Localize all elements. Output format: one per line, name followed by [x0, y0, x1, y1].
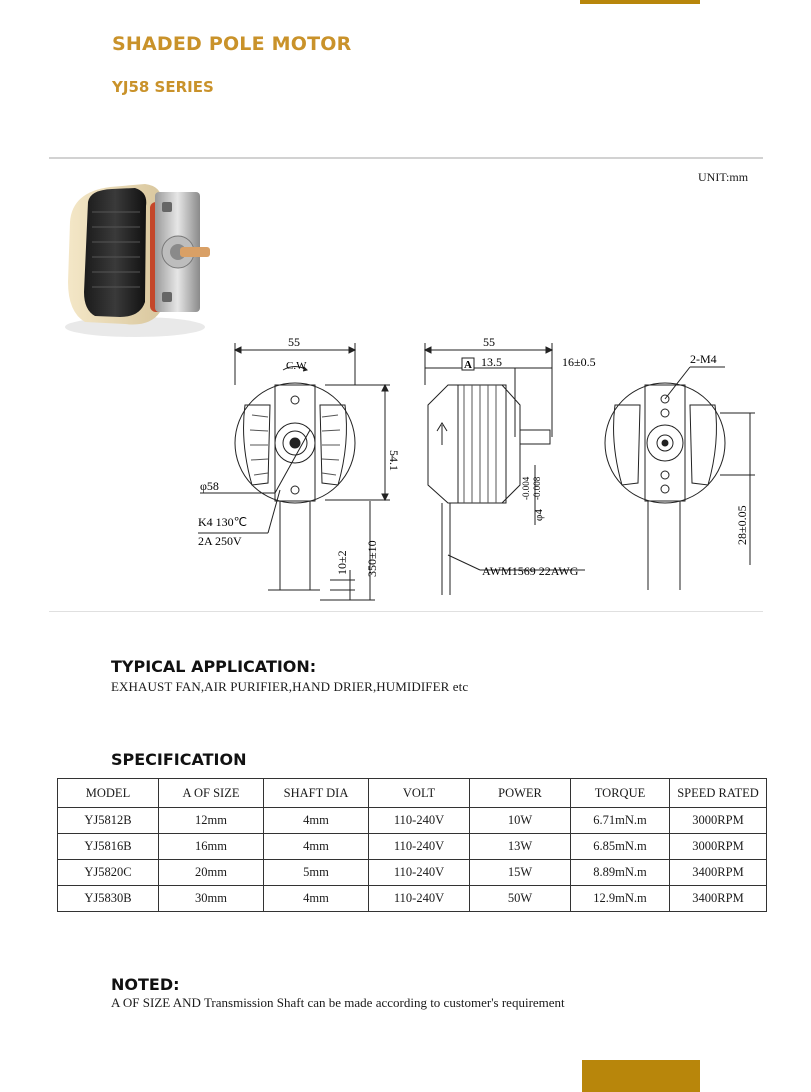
application-heading: TYPICAL APPLICATION: [111, 657, 317, 676]
table-cell: 110-240V [369, 834, 470, 860]
table-cell: YJ5820C [58, 860, 159, 886]
table-row [58, 886, 767, 912]
series-subtitle: YJ58 SERIES [112, 78, 214, 96]
table-row [58, 860, 767, 886]
table-cell: 4mm [264, 886, 369, 912]
column-header: VOLT [369, 779, 470, 808]
unit-label: UNIT:mm [698, 170, 749, 184]
table-cell: 110-240V [369, 886, 470, 912]
table-cell: 3400RPM [670, 860, 767, 886]
table-cell: 110-240V [369, 860, 470, 886]
table-cell: 8.89mN.m [571, 860, 670, 886]
table-cell: 4mm [264, 834, 369, 860]
column-header: TORQUE [571, 779, 670, 808]
table-cell: 12.9mN.m [571, 886, 670, 912]
column-header: SHAFT DIA [264, 779, 369, 808]
dim-shaft-tol-upper: -0.004 [521, 476, 531, 500]
dim-lead-short: 10±2 [335, 550, 349, 575]
table-cell: 3000RPM [670, 834, 767, 860]
table-cell: YJ5812B [58, 808, 159, 834]
datum-label: A [464, 359, 472, 371]
table-cell: 3400RPM [670, 886, 767, 912]
table-cell: 110-240V [369, 808, 470, 834]
rotation-label: C.W [286, 360, 307, 372]
table-row [58, 834, 767, 860]
divider [49, 157, 763, 159]
dim-offset: 13.5 [481, 355, 502, 369]
specification-table [57, 778, 767, 912]
table-cell: 5mm [264, 860, 369, 886]
table-cell: 6.71mN.m [571, 808, 670, 834]
dim-lead-long: 350±10 [365, 540, 379, 577]
mount-holes-label: 2-M4 [690, 352, 717, 366]
table-cell: YJ5816B [58, 834, 159, 860]
table-cell: 6.85mN.m [571, 834, 670, 860]
column-header: A OF SIZE [159, 779, 264, 808]
table-cell: 3000RPM [670, 808, 767, 834]
table-cell: 20mm [159, 860, 264, 886]
dim-shaft-tol-lower: -0.008 [532, 476, 542, 500]
dim-shaft-length: 16±0.5 [562, 355, 596, 369]
table-cell: 13W [470, 834, 571, 860]
page-title: SHADED POLE MOTOR [112, 33, 352, 55]
divider [49, 611, 763, 612]
thermal-protector-temp: K4 130℃ [198, 515, 248, 529]
column-header: SPEED RATED [670, 779, 767, 808]
table-row [58, 808, 767, 834]
dim-diameter: φ58 [200, 479, 219, 493]
dim-width-front: 55 [288, 335, 300, 349]
table-cell: YJ5830B [58, 886, 159, 912]
table-cell: 30mm [159, 886, 264, 912]
table-cell: 15W [470, 860, 571, 886]
dim-shaft-dia: φ4 [533, 509, 545, 521]
table-cell: 50W [470, 886, 571, 912]
wire-spec: AWM1569 22AWG [482, 564, 579, 578]
top-accent-bar [580, 0, 700, 4]
noted-heading: NOTED: [111, 975, 180, 994]
table-header-row [58, 779, 767, 808]
table-cell: 12mm [159, 808, 264, 834]
column-header: POWER [470, 779, 571, 808]
technical-drawing [180, 325, 780, 610]
noted-text: A OF SIZE AND Transmission Shaft can be made according to customer's requirement [111, 995, 565, 1010]
dim-hole-spacing: 28±0.05 [735, 505, 749, 545]
specification-heading: SPECIFICATION [111, 750, 247, 769]
table-cell: 4mm [264, 808, 369, 834]
dim-width-side: 55 [483, 335, 495, 349]
motor-photo [50, 162, 215, 342]
dim-height: 54.1 [387, 450, 401, 471]
application-text: EXHAUST FAN,AIR PURIFIER,HAND DRIER,HUMIDIFER etc [111, 679, 469, 694]
table-cell: 16mm [159, 834, 264, 860]
table-cell: 10W [470, 808, 571, 834]
column-header: MODEL [58, 779, 159, 808]
bottom-accent-bar [582, 1060, 700, 1092]
thermal-protector-rating: 2A 250V [198, 534, 242, 548]
